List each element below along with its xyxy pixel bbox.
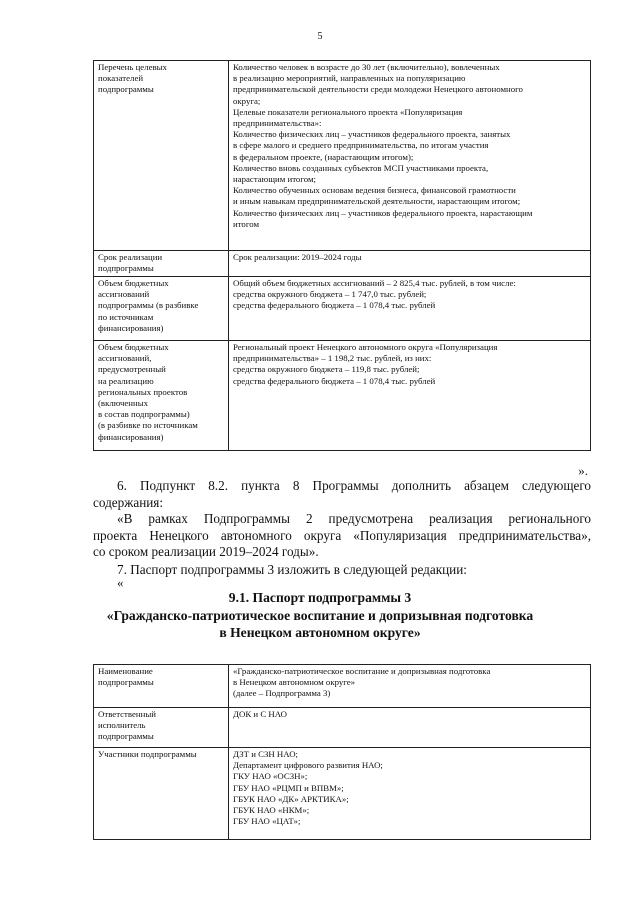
text-line: Количество человек в возрасте до 30 лет (включительно), вовлеченных	[233, 62, 500, 72]
text-line: Количество обученных основам ведения бизнеса, финансовой грамотности	[233, 185, 516, 196]
text-line: ГБУК НАО «НКМ»;	[233, 805, 310, 816]
text-line: в Ненецком автономном округе»	[233, 677, 356, 688]
budget-allocations-value	[229, 277, 591, 341]
paragraph-7-line: 7. Паспорт подпрограммы 3 изложить в следующей редакции:	[117, 562, 467, 577]
heading-line: 9.1. Паспорт подпрограммы 3	[228, 590, 412, 605]
text-line: ГБУ НАО «РЦМП и ВПВМ»;	[233, 782, 344, 793]
text-line: в реализацию мероприятий, направленных на популяризацию	[233, 73, 466, 84]
text-line: Наименование	[98, 666, 153, 676]
text-line: Срок реализации	[98, 252, 163, 262]
heading-line: «Гражданско-патриотическое воспитание и допризывная подготовка	[106, 607, 534, 623]
text-line: в состав подпрограммы)	[98, 409, 190, 420]
text-line: средства окружного бюджета – 119,8 тыс. рублей;	[233, 364, 420, 375]
text-line: региональных проектов	[98, 386, 188, 397]
text-line: подпрограммы	[98, 677, 154, 688]
text-line: предпринимательской деятельности среди молодежи Ненецкого автономного	[233, 84, 523, 95]
text-line: Целевые показатели регионального проекта «Популяризация	[233, 106, 463, 117]
page-number: 5	[317, 31, 323, 42]
regional-projects-budget-value	[229, 341, 591, 451]
text-line: средства окружного бюджета – 1 747,0 тыс. рублей;	[233, 289, 427, 300]
inserted-paragraph	[93, 511, 591, 561]
text-line: (включенных	[98, 398, 149, 409]
target-indicators-value	[229, 61, 591, 251]
subprogram-2-passport-table	[93, 60, 591, 451]
text-line: предпринимательства» – 1 198,2 тыс. рублей, из них:	[233, 353, 432, 364]
subprogram-name-value	[229, 665, 591, 708]
text-line: ГКУ НАО «ОСЗН»;	[233, 771, 308, 782]
paragraph-6-line: 6. Подпункт 8.2. пункта 8 Программы дополнить абзацем следующего	[117, 478, 591, 493]
text-line: округа;	[233, 95, 261, 106]
text-line: итогом	[233, 218, 260, 229]
participants-label	[94, 748, 229, 840]
text-line: Объем бюджетных	[98, 342, 169, 352]
text-line: Количество вновь созданных субъектов МСП участниками проекта,	[233, 162, 489, 173]
inserted-paragraph-line: со сроком реализации 2019–2024 годы».	[93, 544, 319, 560]
table-row	[94, 61, 591, 251]
inserted-paragraph-line: «В рамках Подпрограммы 2 предусмотрена реализация регионального	[117, 511, 591, 526]
text-line: исполнитель	[98, 720, 146, 731]
text-line: ГБУ НАО «ЦАТ»;	[233, 816, 301, 827]
text-line: Ответственный	[98, 709, 156, 719]
implementation-period-label	[94, 251, 229, 277]
text-line: «Гражданско-патриотическое воспитание и допризывная подготовка	[233, 666, 491, 676]
participants-value	[229, 748, 591, 840]
text-line: Региональный проект Ненецкого автономного округа «Популяризация	[233, 342, 498, 352]
text-line: средства федерального бюджета – 1 078,4 тыс. рублей	[233, 300, 436, 311]
table-row	[94, 665, 591, 708]
table-row	[94, 708, 591, 748]
table-row	[94, 277, 591, 341]
subprogram-name-label	[94, 665, 229, 708]
text-line: Участники подпрограммы	[98, 749, 197, 759]
text-line: Объем бюджетных	[98, 278, 169, 288]
text-line: предусмотренный	[98, 364, 166, 375]
text-line: подпрограммы	[98, 731, 154, 742]
text-line: ассигнований,	[98, 353, 152, 364]
text-line: подпрограммы	[98, 84, 154, 95]
text-line: ДЗТ и СЗН НАО;	[233, 749, 298, 759]
text-line: ГБУК НАО «ДК» АРКТИКА»;	[233, 793, 349, 804]
regional-projects-budget-label	[94, 341, 229, 451]
text-line: ДОК и С НАО	[233, 709, 288, 719]
text-line: (в разбивке по источникам	[98, 420, 198, 431]
inserted-paragraph-line: проекта Ненецкого автономного округа «Популяризация предпринимательства»,	[93, 527, 591, 543]
text-line: Перечень целевых	[98, 62, 167, 72]
text-line: Срок реализации: 2019–2024 годы	[233, 252, 362, 262]
table-row	[94, 748, 591, 840]
text-line: Количество физических лиц – участников федерального проекта, нарастающим	[233, 207, 533, 218]
text-line: показателей	[98, 73, 144, 84]
closing-quote: ».	[578, 463, 588, 478]
responsible-executor-label	[94, 708, 229, 748]
text-line: нарастающим итогом;	[233, 174, 316, 185]
implementation-period-value	[229, 251, 591, 277]
text-line: ассигнований	[98, 289, 150, 300]
text-line: Количество физических лиц – участников федерального проекта, занятых	[233, 129, 511, 140]
text-line: по источникам	[98, 311, 154, 322]
target-indicators-label	[94, 61, 229, 251]
text-line: в сфере малого и среднего предпринимательства, по итогам участия	[233, 140, 489, 151]
paragraph-6-line: содержания:	[93, 494, 164, 510]
opening-quote: «	[117, 575, 124, 590]
text-line: Департамент цифрового развития НАО;	[233, 760, 383, 771]
heading-line: в Ненецком автономном округе»	[219, 625, 421, 640]
text-line: (далее – Подпрограмма 3)	[233, 688, 331, 699]
table-row	[94, 251, 591, 277]
subprogram-3-passport-table	[93, 664, 591, 840]
text-line: подпрограммы	[98, 263, 154, 274]
text-line: средства федерального бюджета – 1 078,4 тыс. рублей	[233, 375, 436, 386]
text-line: финансирования)	[98, 431, 164, 442]
paragraph-7	[93, 562, 591, 579]
text-line: в федеральном проекте, (нарастающим итогом);	[233, 151, 414, 162]
text-line: предпринимательства»:	[233, 118, 322, 129]
text-line: подпрограммы (в разбивке	[98, 300, 199, 311]
text-line: финансирования)	[98, 322, 164, 333]
table-row	[94, 341, 591, 451]
budget-allocations-label	[94, 277, 229, 341]
responsible-executor-value	[229, 708, 591, 748]
text-line: Общий объем бюджетных ассигнований – 2 825,4 тыс. рублей, в том числе:	[233, 278, 516, 288]
section-heading	[0, 589, 640, 642]
text-line: на реализацию	[98, 375, 154, 386]
text-line: и иным навыкам предпринимательской деятельности, нарастающим итогом;	[233, 196, 521, 207]
paragraph-6	[93, 478, 591, 511]
